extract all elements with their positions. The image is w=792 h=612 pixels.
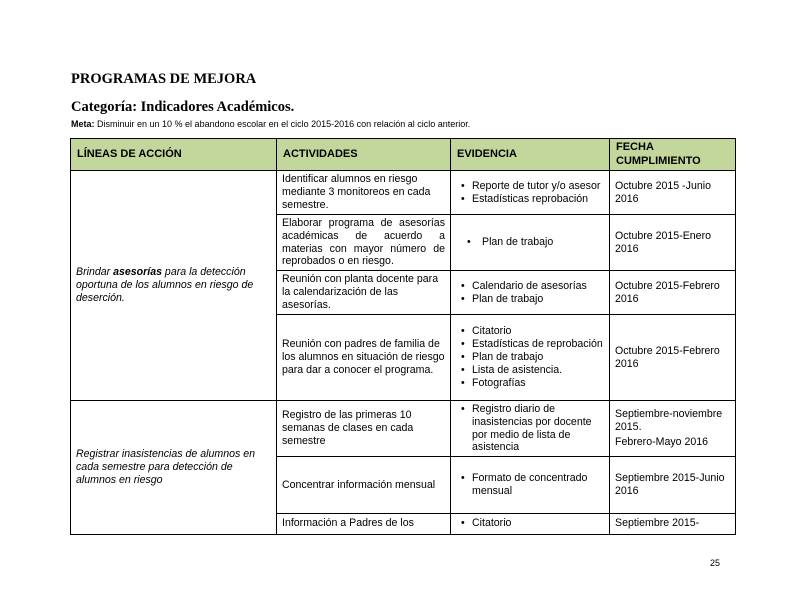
- list-item: • Plan de trabajo: [472, 351, 604, 364]
- list-item: • Formato de concentrado mensual: [472, 472, 604, 498]
- category-heading: Categoría: Indicadores Académicos.: [71, 99, 295, 115]
- header-due-date: FECHA CUMPLIMIENTO: [610, 139, 736, 171]
- table-row: [71, 401, 736, 457]
- list-item: • Plan de trabajo: [472, 293, 604, 306]
- table-header-row: [71, 139, 736, 171]
- header-evidence: EVIDENCIA: [451, 139, 610, 171]
- date-cell: Octubre 2015-Febrero 2016: [610, 315, 736, 401]
- evidence-cell: [451, 401, 610, 457]
- activity-cell: Concentrar información mensual: [277, 457, 451, 514]
- date-cell: Octubre 2015-Enero 2016: [610, 215, 736, 271]
- activity-cell: Información a Padres de los: [277, 514, 451, 535]
- evidence-cell: [451, 457, 610, 514]
- goal-text: Disminuir en un 10 % el abandono escolar en el ciclo 2015-2016 con relación al ciclo anterior.: [94, 119, 471, 129]
- list-item: • Fotografías: [472, 377, 604, 390]
- page-number: 25: [710, 558, 721, 568]
- date-cell: Septiembre 2015-Junio 2016: [610, 457, 736, 514]
- list-item: • Lista de asistencia.: [472, 364, 604, 377]
- list-item: • Reporte de tutor y/o asesor: [472, 180, 604, 193]
- header-activities: ACTIVIDADES: [277, 139, 451, 171]
- activity-cell: Identificar alumnos en riesgo mediante 3 monitoreos en cada semestre.: [277, 171, 451, 215]
- activity-cell: Reunión con planta docente para la calendarización de las asesorías.: [277, 271, 451, 315]
- line-of-action-absences: Registrar inasistencias de alumnos en cada semestre para detección de alumnos en riesgo: [71, 401, 277, 535]
- date-line: Septiembre-noviembre 2015.: [615, 407, 723, 433]
- improvement-program-table: [70, 138, 736, 535]
- date-cell: Octubre 2015-Febrero 2016: [610, 271, 736, 315]
- list-item: • Registro diario de inasistencias por docente por medio de lista de asistencia: [472, 403, 604, 455]
- activity-cell: Elaborar programa de asesorías académicas de acuerdo a materias con mayor número de reprobados o en riesgo.: [277, 215, 451, 271]
- date-cell: Octubre 2015 -Junio 2016: [610, 171, 736, 215]
- goal-label: Meta:: [71, 119, 95, 129]
- activity-cell: Registro de las primeras 10 semanas de clases en cada semestre: [277, 401, 451, 457]
- list-item: • Estadísticas de reprobación: [472, 338, 604, 351]
- date-cell: [610, 401, 736, 457]
- list-item: • Plan de trabajo: [482, 236, 604, 249]
- date-line: Febrero-Mayo 2016: [615, 436, 709, 449]
- line-of-action-tutoring: Brindar asesorías para la detección oportuna de los alumnos en riesgo de deserción.: [71, 171, 277, 401]
- evidence-cell: [451, 215, 610, 271]
- evidence-cell: [451, 171, 610, 215]
- evidence-cell: [451, 315, 610, 401]
- list-item: • Citatorio: [472, 325, 604, 338]
- table-row: [71, 171, 736, 215]
- header-lines-of-action: LÍNEAS DE ACCIÓN: [71, 139, 277, 171]
- section-title: PROGRAMAS DE MEJORA: [71, 71, 257, 87]
- list-item: • Estadísticas reprobación: [472, 193, 604, 206]
- evidence-cell: [451, 514, 610, 535]
- activity-cell: Reunión con padres de familia de los alumnos en situación de riesgo para dar a conocer el programa.: [277, 315, 451, 401]
- list-item: • Citatorio: [472, 517, 604, 530]
- evidence-cell: [451, 271, 610, 315]
- date-cell: Septiembre 2015-: [610, 514, 736, 535]
- list-item: • Calendario de asesorías: [472, 280, 604, 293]
- goal-statement: [71, 119, 470, 129]
